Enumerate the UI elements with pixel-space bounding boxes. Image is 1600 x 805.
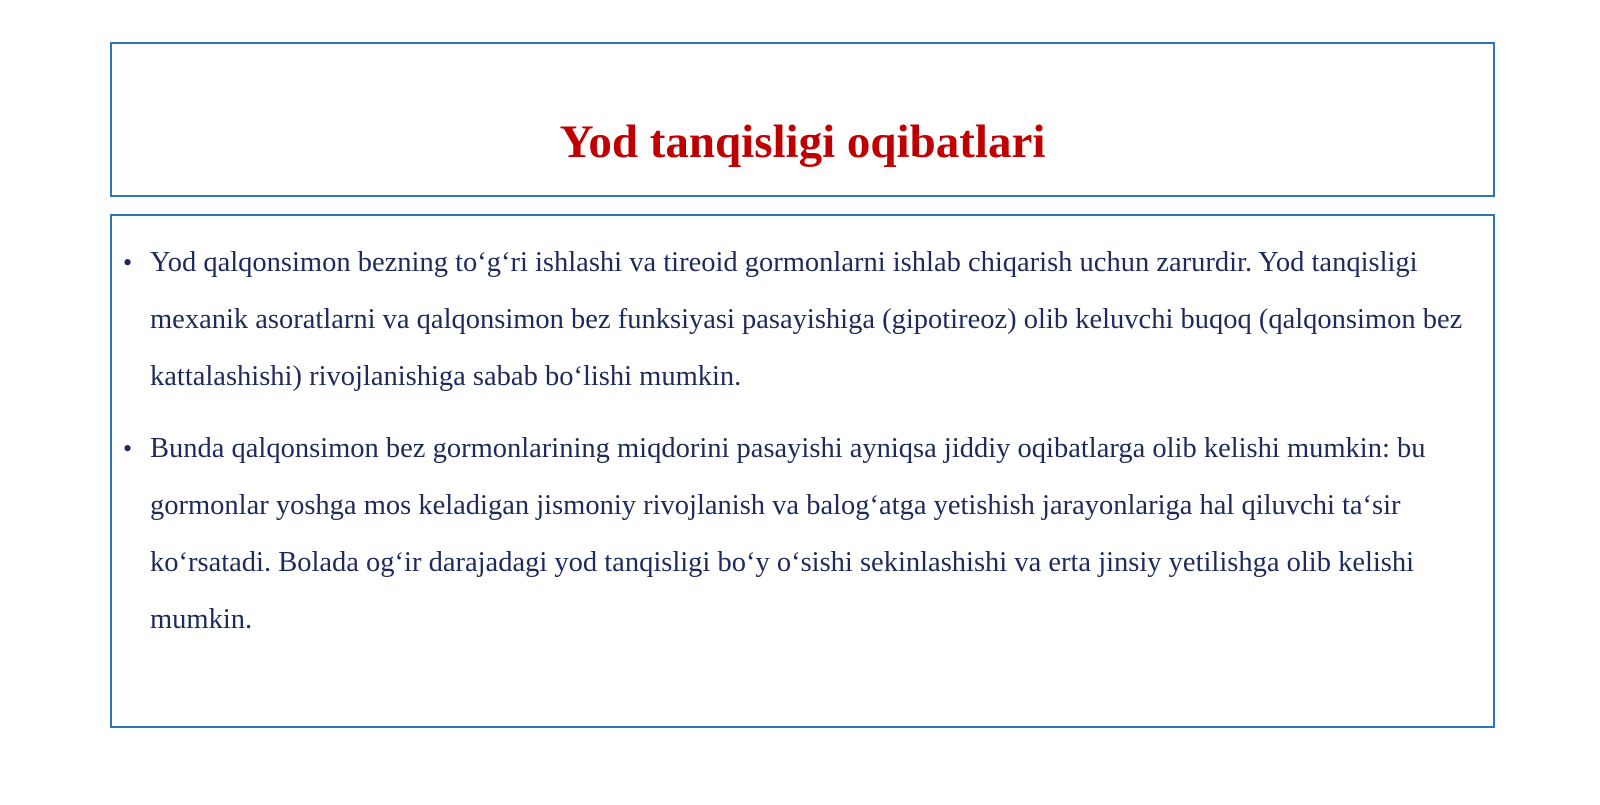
title-frame (110, 42, 1495, 197)
bullet-item (123, 234, 1470, 405)
bullet-dot-icon: • (123, 434, 133, 463)
bullet-list (123, 234, 1470, 663)
slide-title: Yod tanqisligi oqibatlari (559, 116, 1046, 168)
bullet-item (123, 420, 1470, 648)
bullet-text: Bunda qalqonsimon bez gormonlarining miqdorini pasayishi ayniqsa jiddiy oqibatlarga olib kelishi mumkin: bu gormonlar yoshga mos keladigan jismoniy rivojlanish va balog‘atga yetishish jarayonlariga hal qiluvchi ta‘sir ko‘rsatadi. Bolada og‘ir darajadagi yod tanqisligi bo‘y o‘sishi sekinlashishi va erta jinsiy yetilishga olib kelishi mumkin. (150, 433, 1426, 635)
bullet-dot-icon: • (123, 248, 133, 277)
bullet-text: Yod qalqonsimon bezning to‘g‘ri ishlashi va tireoid gormonlarni ishlab chiqarish uchun zarurdir. Yod tanqisligi mexanik asoratlarni va qalqonsimon bez funksiyasi pasayishiga (gipotireoz) olib keluvchi buqoq (qalqonsimon bez kattalashishi) rivojlanishiga sabab bo‘lishi mumkin. (150, 247, 1463, 392)
